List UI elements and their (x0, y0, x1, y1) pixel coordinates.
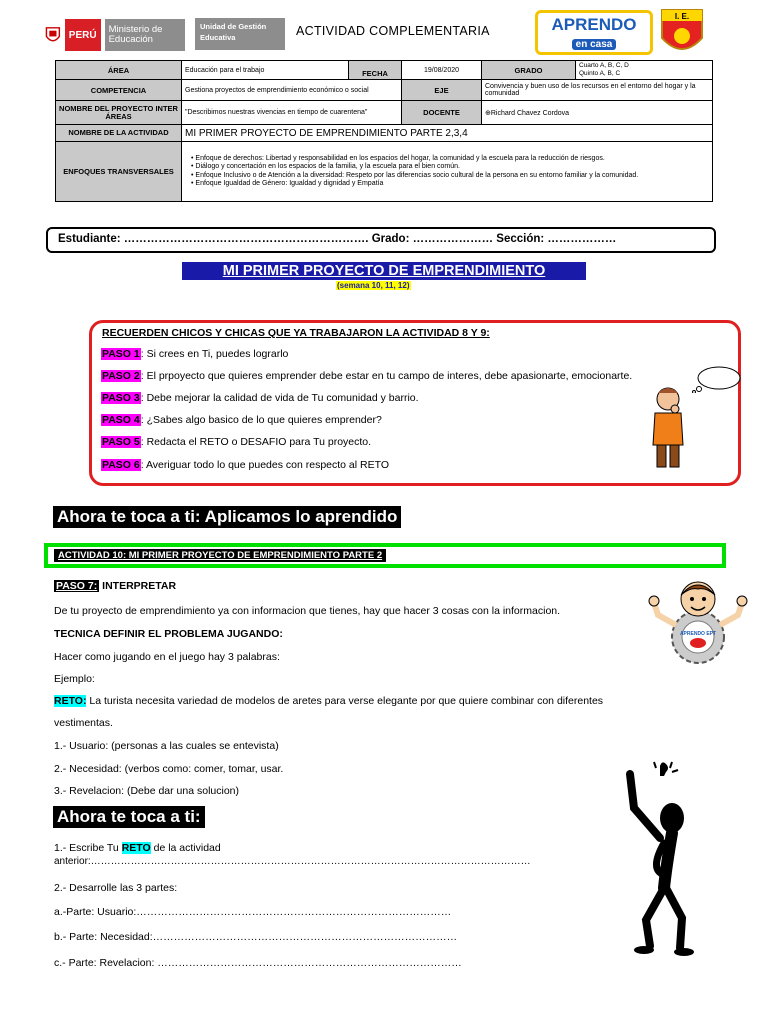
item-necesidad: 2.- Necesidad: (verbos como: comer, tomar, usar. (54, 763, 284, 775)
answer-necesidad[interactable]: b.- Parte: Necesidad:…………………………………………………………………………… (54, 931, 458, 943)
grado-value-2: Quinto A, B, C (579, 70, 621, 77)
en-casa-text: en casa (572, 39, 617, 50)
enfoques-list (185, 155, 709, 189)
minedu-logo (45, 18, 185, 52)
activity10-title (54, 549, 386, 562)
question-2: 2.- Desarrolle las 3 partes: (54, 882, 178, 894)
page-title: MI PRIMER PROYECTO DE EMPRENDIMIENTO (182, 262, 586, 280)
docente-icon: ⊕ (485, 109, 491, 117)
steps-heading: RECUERDEN CHICOS Y CHICAS QUE YA TRABAJARON LA ACTIVIDAD 8 Y 9: (102, 327, 490, 339)
step-tag: PASO 2 (102, 370, 140, 382)
step-text: : ¿Sabes algo basico de lo que quieres emprender? (140, 414, 382, 426)
peru-label: PERÚ (65, 19, 101, 51)
section-heading-ahora: Ahora te toca a ti: (53, 806, 205, 828)
body-line-2: Hacer como jugando en el juego hay 3 palabras: (54, 651, 280, 663)
reto-tag: RETO: (54, 695, 87, 707)
thought-cloud-icon (692, 365, 742, 393)
step-text: : El prpoyecto que quieres emprender debe estar en tu campo de interes, debe apasionarte, emocionarte. (140, 370, 633, 382)
aprendo-en-casa-logo (535, 10, 653, 55)
stick-figure-idea-icon (620, 758, 720, 958)
ejemplo-label: Ejemplo: (54, 673, 95, 685)
grado-value-1: Cuarto A, B, C, D (579, 62, 629, 69)
enfoques-value (182, 142, 713, 202)
kid-badge-text: APRENDO EPT (679, 631, 717, 637)
activity10-prefix: ACTIVIDAD 10 (58, 550, 123, 561)
step-text: : Averiguar todo lo que puedes con respecto al RETO (140, 459, 390, 471)
answer-usuario[interactable]: a.-Parte: Usuario:……………………………………………………………………………… (54, 906, 452, 918)
eje-label: EJE (402, 80, 482, 101)
item-usuario: 1.- Usuario: (personas a las cuales se entevista) (54, 740, 279, 752)
actividad-label: NOMBRE DE LA ACTIVIDAD (56, 125, 182, 142)
docente-label: DOCENTE (402, 101, 482, 125)
grado-label: GRADO (482, 61, 576, 80)
cartoon-kid-icon (646, 575, 751, 667)
ministerio-label: Ministerio de Educación (105, 19, 185, 51)
area-label: ÁREA (56, 61, 182, 80)
step-text: : Debe mejorar la calidad de vida de Tu comunidad y barrio. (140, 392, 419, 404)
step-1 (101, 348, 288, 360)
step-tag: PASO 4 (102, 414, 140, 426)
thinking-person-icon (645, 385, 691, 470)
step-5 (101, 436, 371, 448)
step-tag: PASO 5 (102, 436, 140, 448)
actividad-value: MI PRIMER PROYECTO DE EMPRENDIMIENTO PARTE 2,3,4 (182, 125, 713, 142)
answer-line-1[interactable]: anterior:…………………………………………………………………………………………………………………… (54, 856, 531, 867)
eje-value: Convivencia y buen uso de los recursos en el entorno del hogar y la comunidad (482, 80, 713, 101)
docente-value (482, 101, 713, 125)
enfoque-item: • Enfoque de derechos: Libertad y responsabilidad en los espacios del hogar, la comunidad y la escuela para la reducción de riesgos. (191, 155, 709, 164)
docente-name: Richard Chavez Cordova (490, 109, 570, 117)
peru-shield-icon (45, 21, 61, 49)
grado-value (576, 61, 713, 80)
step-tag: PASO 1 (102, 348, 140, 360)
area-value: Educación para el trabajo (182, 61, 349, 80)
step-tag: PASO 3 (102, 392, 140, 404)
step-text: : Si crees en Ti, puedes lograrlo (140, 348, 289, 360)
section-heading-aplicamos: Ahora te toca a ti: Aplicamos lo aprendido (53, 506, 401, 528)
q1-reto: RETO (121, 842, 151, 854)
ugel-label: Unidad de Gestión Educativa (195, 18, 285, 50)
activity-type: ACTIVIDAD COMPLEMENTARIA (296, 24, 490, 38)
enfoque-item: • Diálogo y concertación en los espacios de la familia, y la escuela para el bien común. (191, 163, 709, 172)
reto-text: La turista necesita variedad de modelos de aretes para verse elegante por que quiere combinar con diferentes (86, 695, 604, 707)
paso7-title: INTERPRETAR (99, 580, 177, 592)
enfoque-item: • Enfoque Igualdad de Género: Igualdad y dignidad y Empatía (191, 180, 709, 189)
school-crest-icon (660, 8, 704, 58)
enfoque-item: • Enfoque Inclusivo o de Atención a la diversidad: Respeto por las diferencias socio cultural de la persona en su entorno familiar y la comunidad. (191, 172, 709, 181)
activity-info-table (55, 60, 713, 202)
activity10-name: : MI PRIMER PROYECTO DE EMPRENDIMIENTO PARTE 2 (122, 550, 383, 561)
step-6 (101, 459, 389, 471)
reto-example (54, 695, 603, 707)
paso7-heading (54, 580, 176, 592)
tecnica-heading: TECNICA DEFINIR EL PROBLEMA JUGANDO: (54, 628, 283, 640)
question-1 (54, 842, 221, 854)
proyecto-label: NOMBRE DEL PROYECTO INTER ÁREAS (56, 101, 182, 125)
fecha-label: FECHA (349, 61, 402, 80)
proyecto-value: "Describimos nuestras vivencias en tiempo de cuarentena" (182, 101, 402, 125)
enfoques-label: ENFOQUES TRANSVERSALES (56, 142, 182, 202)
item-revelacion: 3.- Revelacion: (Debe dar una solucion) (54, 785, 240, 797)
step-4 (101, 414, 382, 426)
student-info-line[interactable]: Estudiante: ………………………………………………………. Grado: ………………… Sección: ……………… (46, 227, 716, 253)
step-3 (101, 392, 419, 404)
step-text: : Redacta el RETO o DESAFIO para Tu proyecto. (140, 436, 372, 448)
q1-prefix: 1.- Escribe Tu (54, 842, 122, 854)
step-2 (101, 370, 632, 382)
aprendo-text: APRENDO (551, 15, 637, 34)
weeks-label: (semana 10, 11, 12) (337, 281, 410, 290)
reto-text-continued: vestimentas. (54, 717, 113, 729)
step-tag: PASO 6 (102, 459, 140, 471)
fecha-value: 19/08/2020 (402, 61, 482, 80)
school-badge-text: I. E. (674, 12, 690, 21)
competencia-label: COMPETENCIA (56, 80, 182, 101)
q1-suffix: de la actividad (150, 842, 221, 854)
paso7-tag: PASO 7: (56, 580, 98, 592)
answer-revelacion[interactable]: c.- Parte: Revelacion: …………………………………………………………………………… (54, 957, 462, 969)
body-line-1: De tu proyecto de emprendimiento ya con informacion que tienes, hay que hacer 3 cosas con la informacion. (54, 605, 561, 617)
competencia-value: Gestiona proyectos de emprendimiento económico o social (182, 80, 402, 101)
